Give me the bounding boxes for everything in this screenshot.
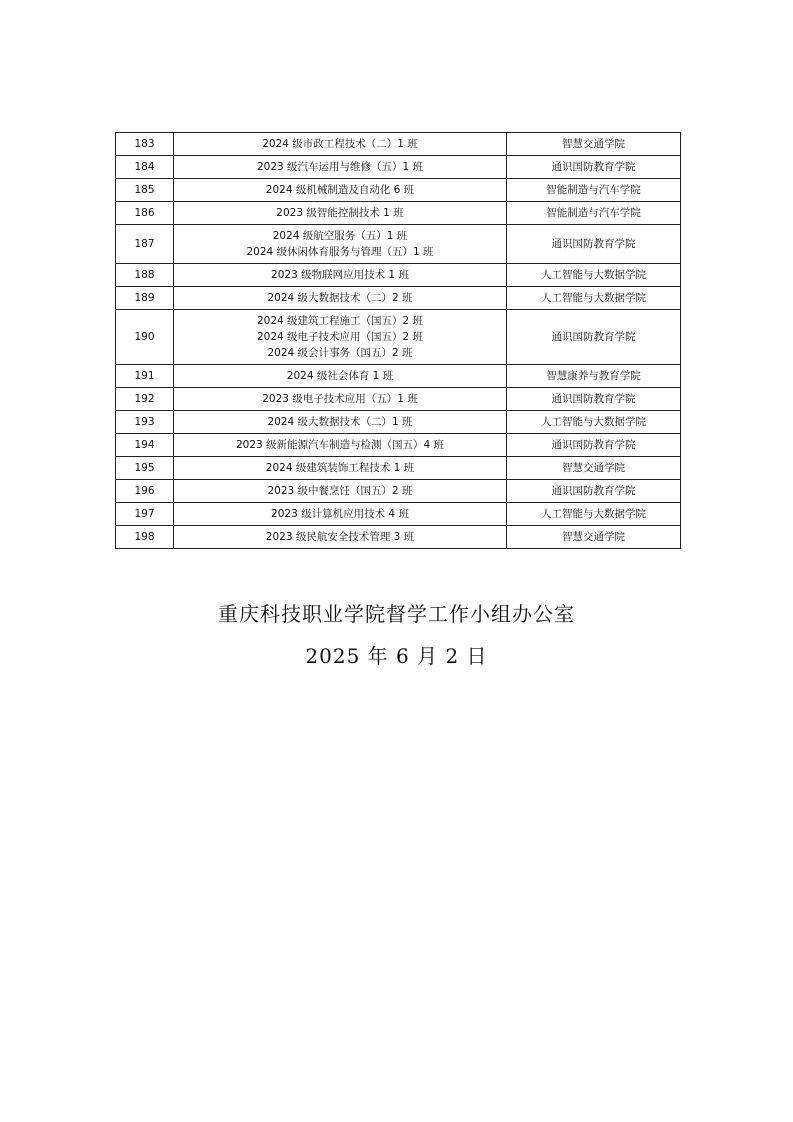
class-name-cell — [174, 133, 507, 156]
college-name: 通识国防教育学院 — [507, 156, 681, 179]
college-name: 通识国防教育学院 — [507, 310, 681, 365]
row-number: 183 — [116, 133, 174, 156]
class-name-cell — [174, 202, 507, 225]
class-name: 2024 级建筑装饰工程技术 1 班 — [265, 462, 415, 474]
college-name: 智能制造与汽车学院 — [507, 179, 681, 202]
class-name-cell — [174, 310, 507, 365]
class-table-body — [116, 133, 681, 549]
college-name: 智慧康养与教育学院 — [507, 365, 681, 388]
college-name: 人工智能与大数据学院 — [507, 287, 681, 310]
row-number: 189 — [116, 287, 174, 310]
class-name-cell — [174, 179, 507, 202]
class-name: 2024 级社会体育 1 班 — [286, 370, 394, 382]
table-row — [116, 287, 681, 310]
class-name: 2024 级休闲体育服务与管理（五）1 班 — [246, 246, 434, 258]
table-row — [116, 264, 681, 287]
class-name: 2024 级电子技术应用（国五）2 班 — [256, 331, 424, 343]
class-name-cell — [174, 526, 507, 549]
class-name: 2024 级会计事务（国五）2 班 — [267, 347, 413, 359]
table-row — [116, 179, 681, 202]
class-name-cell — [174, 156, 507, 179]
college-name: 通识国防教育学院 — [507, 434, 681, 457]
college-name: 智慧交通学院 — [507, 133, 681, 156]
class-name-cell — [174, 480, 507, 503]
row-number: 190 — [116, 310, 174, 365]
college-name: 人工智能与大数据学院 — [507, 411, 681, 434]
row-number: 185 — [116, 179, 174, 202]
class-name-cell — [174, 457, 507, 480]
college-name: 通识国防教育学院 — [507, 225, 681, 264]
class-name: 2023 级计算机应用技术 4 班 — [271, 508, 409, 520]
row-number: 198 — [116, 526, 174, 549]
table-row — [116, 202, 681, 225]
table-row — [116, 133, 681, 156]
college-name: 智慧交通学院 — [507, 457, 681, 480]
row-number: 193 — [116, 411, 174, 434]
issuing-office: 重庆科技职业学院督学工作小组办公室 — [218, 602, 575, 626]
table-row — [116, 411, 681, 434]
row-number: 187 — [116, 225, 174, 264]
table-row — [116, 526, 681, 549]
table-row — [116, 434, 681, 457]
class-name: 2023 级民航安全技术管理 3 班 — [265, 531, 415, 543]
college-name: 人工智能与大数据学院 — [507, 264, 681, 287]
class-name: 2024 级市政工程技术（二）1 班 — [262, 138, 418, 150]
class-name: 2024 级航空服务（五）1 班 — [272, 230, 408, 242]
row-number: 195 — [116, 457, 174, 480]
class-name-cell — [174, 287, 507, 310]
class-name-cell — [174, 503, 507, 526]
table-row — [116, 388, 681, 411]
table-row — [116, 225, 681, 264]
issue-date: 2025 年 6 月 2 日 — [305, 644, 488, 668]
row-number: 194 — [116, 434, 174, 457]
class-name: 2023 级新能源汽车制造与检测（国五）4 班 — [235, 439, 445, 451]
class-table — [115, 132, 681, 549]
class-name: 2023 级电子技术应用（五）1 班 — [262, 393, 418, 405]
college-name: 智慧交通学院 — [507, 526, 681, 549]
class-name: 2023 级物联网应用技术 1 班 — [271, 269, 409, 281]
row-number: 197 — [116, 503, 174, 526]
row-number: 196 — [116, 480, 174, 503]
class-name-cell — [174, 411, 507, 434]
table-row — [116, 457, 681, 480]
table-row — [116, 365, 681, 388]
class-name-cell — [174, 388, 507, 411]
college-name: 通识国防教育学院 — [507, 480, 681, 503]
class-name: 2024 级大数据技术（二）2 班 — [267, 292, 413, 304]
row-number: 192 — [116, 388, 174, 411]
table-row — [116, 156, 681, 179]
class-name: 2024 级机械制造及自动化 6 班 — [265, 184, 415, 196]
college-name: 人工智能与大数据学院 — [507, 503, 681, 526]
table-row — [116, 480, 681, 503]
class-name-cell — [174, 434, 507, 457]
table-row — [116, 503, 681, 526]
college-name: 通识国防教育学院 — [507, 388, 681, 411]
class-name-cell — [174, 264, 507, 287]
row-number: 184 — [116, 156, 174, 179]
row-number: 186 — [116, 202, 174, 225]
row-number: 188 — [116, 264, 174, 287]
class-name: 2024 级建筑工程施工（国五）2 班 — [256, 315, 424, 327]
class-name: 2023 级中餐烹饪（国五）2 班 — [267, 485, 413, 497]
class-name: 2023 级智能控制技术 1 班 — [276, 207, 404, 219]
table-row — [116, 310, 681, 365]
class-name: 2024 级大数据技术（二）1 班 — [267, 416, 413, 428]
row-number: 191 — [116, 365, 174, 388]
class-name: 2023 级汽车运用与维修（五）1 班 — [256, 161, 424, 173]
college-name: 智能制造与汽车学院 — [507, 202, 681, 225]
class-name-cell — [174, 225, 507, 264]
class-name-cell — [174, 365, 507, 388]
